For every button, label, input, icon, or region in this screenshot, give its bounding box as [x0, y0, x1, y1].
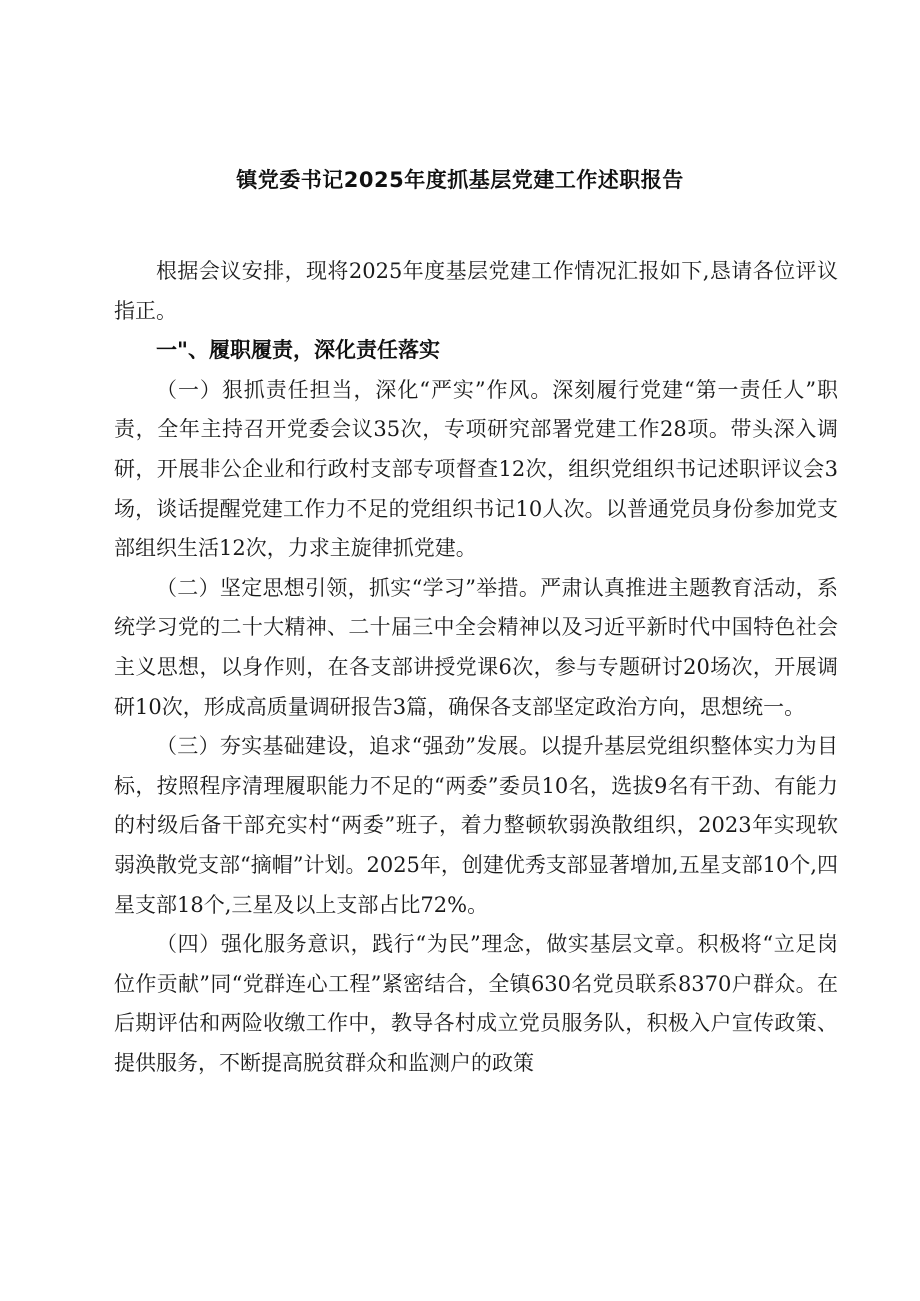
paragraph-foundation: （三）夯实基础建设，追求“强劲”发展。以提升基层党组织整体实力为目标，按照程序清理履职能力不足的“两委”委员10名，选拔9名有干劲、有能力的村级后备干部充实村“两委”班子，着力整顿软弱涣散组织，2023年实现软弱涣散党支部“摘帽”计划。2025年，创建优秀支部显著增加,五星支部10个,四星支部18个,三星及以上支部占比72%。 — [114, 734, 838, 917]
document-title: 镇党委书记2025年度抓基层党建工作述职报告 — [236, 168, 684, 192]
paragraph-responsibility: （一）狠抓责任担当，深化“严实”作风。深刻履行党建“第一责任人”职责，全年主持召开党委会议35次，专项研究部署党建工作28项。带头深入调研，开展非公企业和行政村支部专项督查12次，组织党组织书记述职评议会3场，谈话提醒党建工作力不足的党组织书记10人次。以普通党员身份参加党支部组织生活12次，力求主旋律抓党建。 — [114, 377, 838, 561]
document-body — [114, 252, 838, 1083]
paragraph-service: （四）强化服务意识，践行“为民”理念，做实基层文章。积极将“立足岗位作贡献”同“党群连心工程”紧密结合，全镇630名党员联系8370户群众。在后期评估和两险收缴工作中，教导各村成立党员服务队，积极入户宣传政策、提供服务，不断提高脱贫群众和监测户的政策 — [114, 932, 838, 1075]
section-heading-1: 一"、履职履责，深化责任落实 — [156, 338, 440, 363]
paragraph-ideology: （二）坚定思想引领，抓实“学习”举措。严肃认真推进主题教育活动，系统学习党的二十大精神、二十届三中全会精神以及习近平新时代中国特色社会主义思想，以身作则，在各支部讲授党课6次，参与专题研讨20场次，开展调研10次，形成高质量调研报告3篇，确保各支部坚定政治方向，思想统一。 — [114, 575, 838, 719]
intro-paragraph: 根据会议安排，现将2025年度基层党建工作情况汇报如下,恳请各位评议指正。 — [114, 259, 838, 323]
